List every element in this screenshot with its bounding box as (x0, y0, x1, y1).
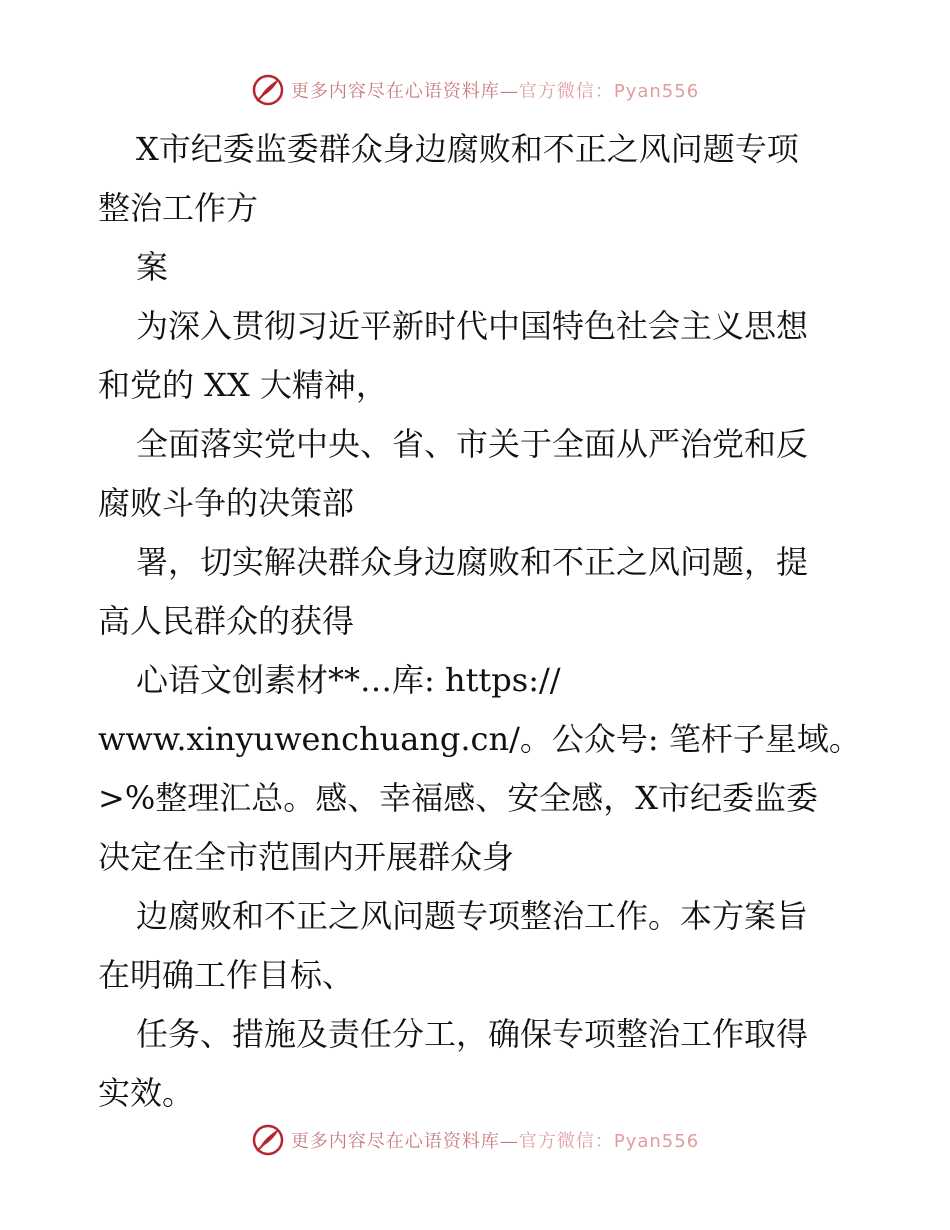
paragraph-line: www.xinyuwenchuang.cn/。公众号: 笔杆子星域。 (98, 720, 861, 758)
paragraph-line: 决定在全市范围内开展群众身 (98, 838, 515, 876)
paragraph-line: 实效。 (98, 1074, 195, 1112)
title-line-1: X市纪委监委群众身边腐败和不正之风问题专项 (136, 130, 799, 168)
footer-banner-title: 更多内容尽在心语资料库 (290, 1131, 500, 1152)
paragraph-line: 全面落实党中央、省、市关于全面从严治党和反 (136, 425, 809, 463)
paragraph-line: 在明确工作目标、 (98, 956, 355, 994)
feather-pen-logo-icon (251, 1123, 285, 1157)
header-banner-title: 更多内容尽在心语资料库 (290, 81, 500, 102)
title-line-3: 案 (136, 248, 169, 286)
paragraph-line: 为深入贯彻习近平新时代中国特色社会主义思想 (136, 307, 809, 345)
paragraph-line: 和党的 XX 大精神， (98, 366, 388, 404)
paragraph-line: 心语文创素材**…库: https:// (136, 661, 561, 699)
title-line-2: 整治工作方 (98, 189, 259, 227)
paragraph-line: 高人民群众的获得 (98, 602, 355, 640)
paragraph-line: 腐败斗争的决策部 (98, 484, 355, 522)
footer-banner (0, 1120, 950, 1160)
footer-banner-text (291, 1127, 699, 1153)
header-banner-wechat: 官方微信：Pyan556 (518, 81, 700, 102)
header-banner (0, 70, 950, 110)
header-banner-text (291, 77, 699, 103)
header-banner-separator: — (499, 81, 519, 102)
footer-banner-wechat: 官方微信：Pyan556 (518, 1131, 700, 1152)
paragraph-line: 边腐败和不正之风问题专项整治工作。本方案旨 (136, 897, 809, 935)
paragraph-line: 任务、措施及责任分工，确保专项整治工作取得 (136, 1015, 809, 1053)
footer-banner-separator: — (499, 1131, 519, 1152)
document-body (98, 120, 861, 1123)
paragraph-line: >%整理汇总。感、幸福感、安全感，X市纪委监委 (98, 779, 819, 817)
feather-pen-logo-icon (251, 73, 285, 107)
paragraph-line: 署，切实解决群众身边腐败和不正之风问题，提 (136, 543, 809, 581)
